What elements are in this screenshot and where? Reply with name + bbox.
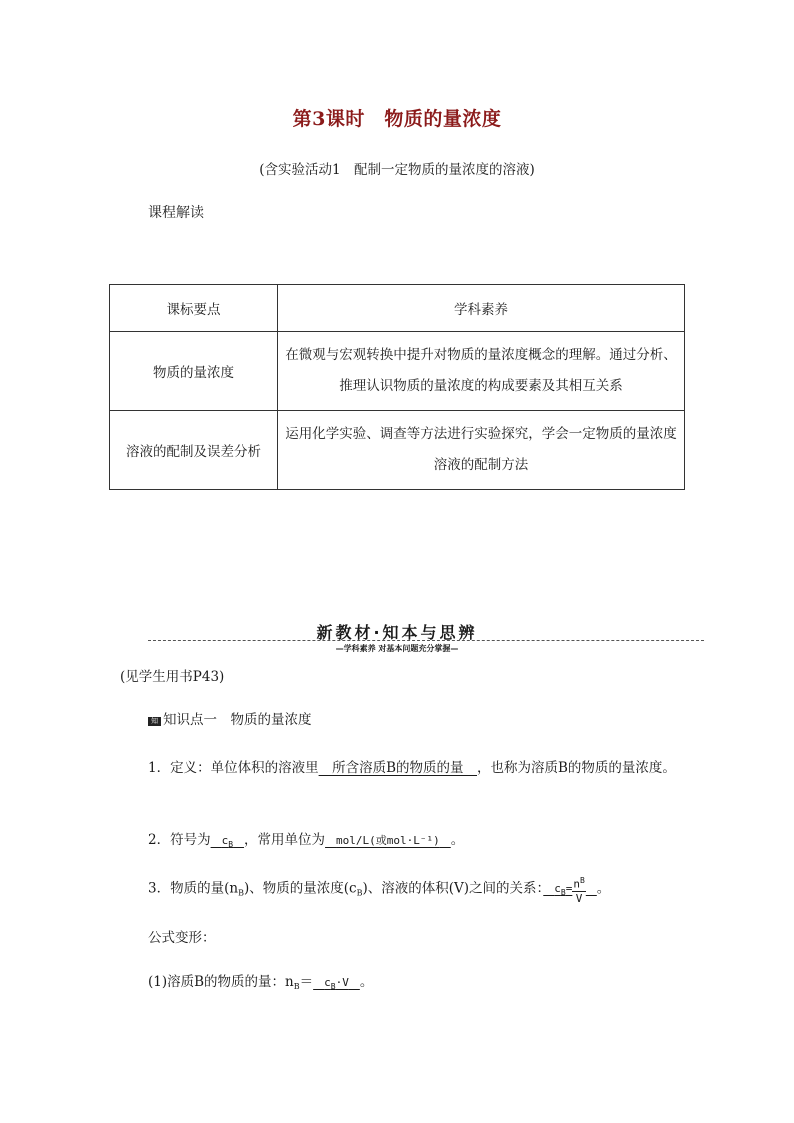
relation-blank	[543, 876, 597, 905]
table-cell-literacy: 运用化学实验、调查等方法进行实验探究，学会一定物质的量浓度溶液的配制方法	[278, 411, 685, 490]
banner-divider	[148, 640, 704, 641]
formula-label: 公式变形：	[148, 930, 216, 946]
knowledge-point-text: 知识点一 物质的量浓度	[163, 712, 312, 728]
eq-equals: =	[565, 882, 573, 896]
lesson-subtitle: (含实验活动1 配制一定物质的量浓度的溶液)	[259, 162, 535, 178]
symbol-text: ，常用单位为	[244, 832, 326, 848]
relation-paragraph	[148, 874, 610, 905]
knowledge-point-heading	[148, 710, 312, 730]
formula-c: c	[324, 976, 331, 989]
standards-table	[109, 284, 685, 490]
sub-b: B	[238, 888, 244, 898]
symbol-paragraph	[148, 830, 464, 855]
fraction	[572, 874, 585, 905]
knowledge-icon: 知	[148, 717, 161, 726]
sub-b: B	[330, 982, 336, 991]
table-row	[110, 411, 685, 490]
unit-blank	[325, 834, 451, 847]
period: 。	[450, 832, 465, 848]
numerator-n: n	[573, 877, 580, 891]
numerator-sup: B	[579, 876, 585, 885]
relation-text: )、溶液的体积(V)之间的关系：	[362, 880, 544, 897]
eq-c: c	[554, 882, 561, 896]
relation-text: 3．物质的量(n	[148, 880, 239, 897]
symbol-blank	[211, 834, 244, 847]
table-header-cell: 学科素养	[278, 285, 685, 332]
unit-value: mol/L(或mol·L⁻¹)	[336, 834, 440, 847]
definition-paragraph	[120, 753, 710, 784]
period: 。	[596, 880, 611, 897]
table-cell-literacy: 在微观与宏观转换中提升对物质的量浓度概念的理解。通过分析、推理认识物质的量浓度的构成要素及其相互关系	[278, 332, 685, 411]
table-cell-point: 物质的量浓度	[110, 332, 278, 411]
period: 。	[359, 974, 374, 990]
table-header-row	[110, 285, 685, 332]
table-cell-point: 溶液的配制及误差分析	[110, 411, 278, 490]
sub-b: B	[356, 888, 363, 898]
symbol-sub: B	[228, 840, 234, 849]
lesson-title: 第3课时 物质的量浓度	[292, 108, 502, 130]
fraction-numerator	[572, 874, 585, 892]
formula-text: (1)溶质B的物质的量：n	[148, 974, 294, 990]
definition-blank: 所含溶质B的物质的量	[318, 760, 478, 776]
table-row	[110, 332, 685, 411]
relation-text: )、物质的量浓度(c	[243, 880, 357, 897]
definition-text: ，也称为溶质B的物质的量浓度。	[477, 760, 676, 776]
sub-b: B	[293, 982, 300, 991]
book-reference: (见学生用书P43)	[120, 669, 225, 685]
symbol-text: 2．符号为	[148, 832, 211, 848]
section-label: 课程解读	[148, 205, 204, 221]
formula-rest: ·V	[335, 976, 349, 989]
section-banner-title: 新教材·知本与思辨	[316, 623, 478, 642]
formula-1	[148, 972, 373, 997]
formula-equals: ＝	[299, 974, 314, 990]
definition-text: 1．定义：单位体积的溶液里	[148, 760, 319, 776]
symbol-c: c	[221, 834, 229, 847]
formula-blank	[313, 976, 360, 989]
fraction-denominator: V	[575, 891, 583, 905]
sub-b: B	[560, 888, 566, 898]
section-banner-subtitle: —学科素养 对基本问题充分掌握—	[335, 644, 459, 653]
table-header-cell: 课标要点	[110, 285, 278, 332]
